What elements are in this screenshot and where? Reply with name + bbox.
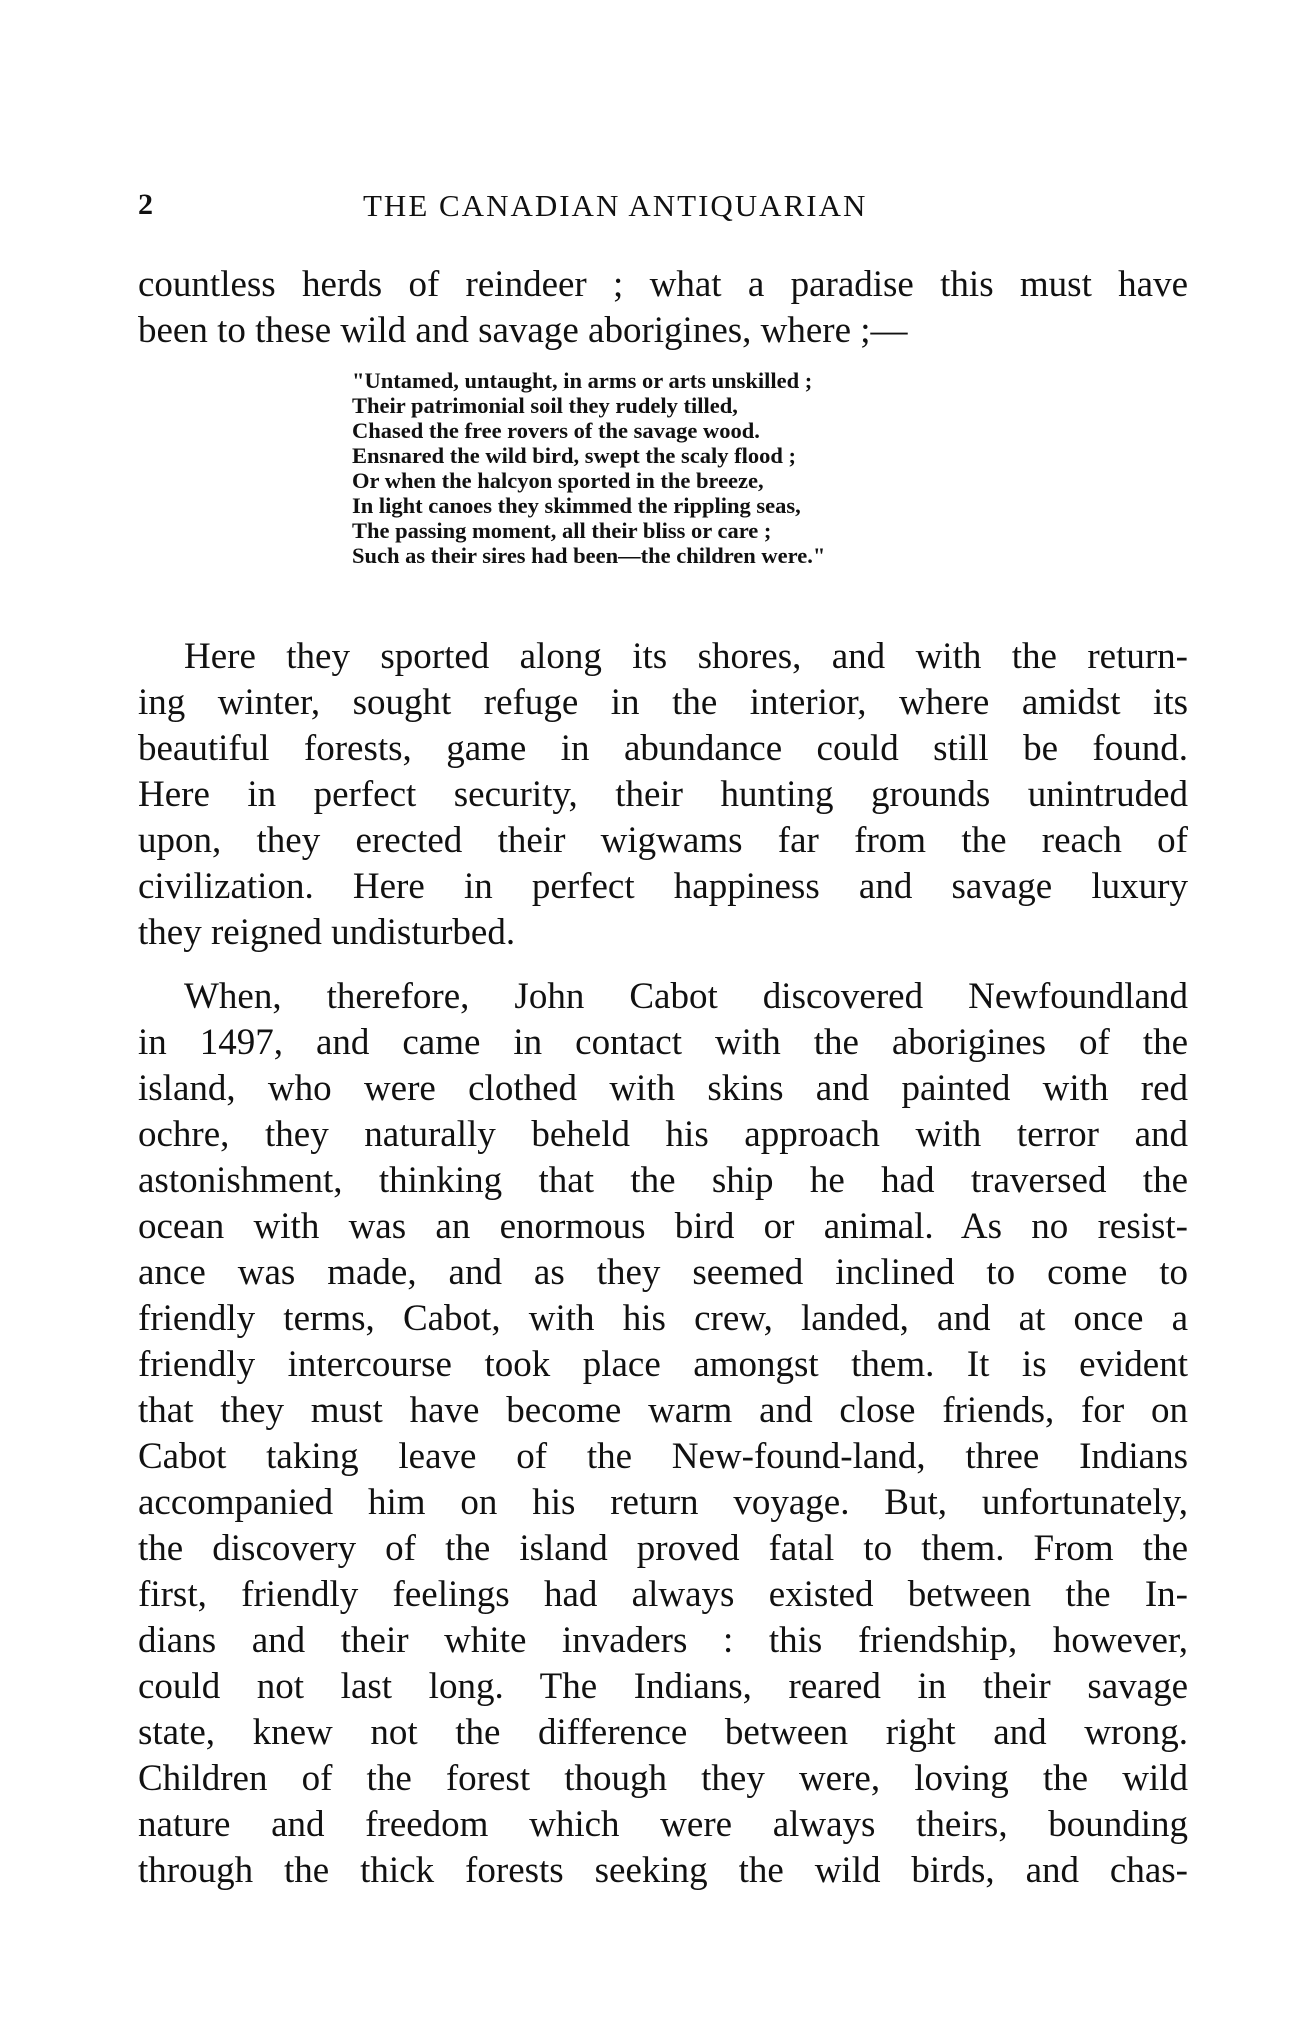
text-line: dians and their white invaders : this friendship, however, [138,1620,1188,1661]
text-line: friendly intercourse took place amongst them. It is evident [138,1344,1188,1385]
text-line: nature and freedom which were always theirs, bounding [138,1804,1188,1845]
text-line: could not last long. The Indians, reared in their savage [138,1666,1188,1707]
text-line: accompanied him on his return voyage. But, unfortunately, [138,1482,1188,1523]
text-line: beautiful forests, game in abundance could still be found. [138,728,1188,769]
verse-line: Or when the halcyon sported in the breeze, [352,468,764,493]
text-line: ocean with was an enormous bird or animal. As no resist- [138,1206,1188,1247]
text-line: through the thick forests seeking the wild birds, and chas- [138,1850,1188,1891]
page-number: 2 [138,188,153,221]
text-line: that they must have become warm and close friends, for on [138,1390,1188,1431]
verse-quotation [352,368,1052,568]
paragraph-1 [138,634,1188,956]
verse-line: "Untamed, untaught, in arms or arts unskilled ; [352,368,813,393]
verse-line: The passing moment, all their bliss or care ; [352,518,772,543]
text-line: in 1497, and came in contact with the aborigines of the [138,1022,1188,1063]
text-line: Here in perfect security, their hunting grounds unintruded [138,774,1188,815]
text-line: countless herds of reindeer ; what a paradise this must have [138,264,1188,305]
text-line: state, knew not the difference between right and wrong. [138,1712,1188,1753]
text-line: upon, they erected their wigwams far from the reach of [138,820,1188,861]
text-line: first, friendly feelings had always existed between the In- [138,1574,1188,1615]
text-line: ochre, they naturally beheld his approach with terror and [138,1114,1188,1155]
text-line: ance was made, and as they seemed inclined to come to [138,1252,1188,1293]
text-line: been to these wild and savage aborigines, where ;— [138,310,908,351]
verse-line: Chased the free rovers of the savage wood. [352,418,760,443]
text-line: Cabot taking leave of the New-found-land, three Indians [138,1436,1188,1477]
text-line: Here they sported along its shores, and with the return- [184,636,1188,677]
intro-text [138,262,1198,354]
running-title: THE CANADIAN ANTIQUARIAN [363,188,868,223]
verse-line: Their patrimonial soil they rudely tilled, [352,393,738,418]
paragraph-2 [138,974,1188,1894]
text-line: ing winter, sought refuge in the interior, where amidst its [138,682,1188,723]
text-line: the discovery of the island proved fatal to them. From the [138,1528,1188,1569]
page-header [138,188,1178,232]
text-line: they reigned undisturbed. [138,912,516,953]
verse-line: Ensnared the wild bird, swept the scaly flood ; [352,443,797,468]
verse-line: Such as their sires had been—the children were." [352,543,826,568]
text-line: astonishment, thinking that the ship he had traversed the [138,1160,1188,1201]
verse-line: In light canoes they skimmed the rippling seas, [352,493,801,518]
text-line: When, therefore, John Cabot discovered Newfoundland [184,976,1188,1017]
text-line: island, who were clothed with skins and painted with red [138,1068,1188,1109]
text-line: civilization. Here in perfect happiness and savage luxury [138,866,1188,907]
text-line: friendly terms, Cabot, with his crew, landed, and at once a [138,1298,1188,1339]
text-line: Children of the forest though they were, loving the wild [138,1758,1188,1799]
